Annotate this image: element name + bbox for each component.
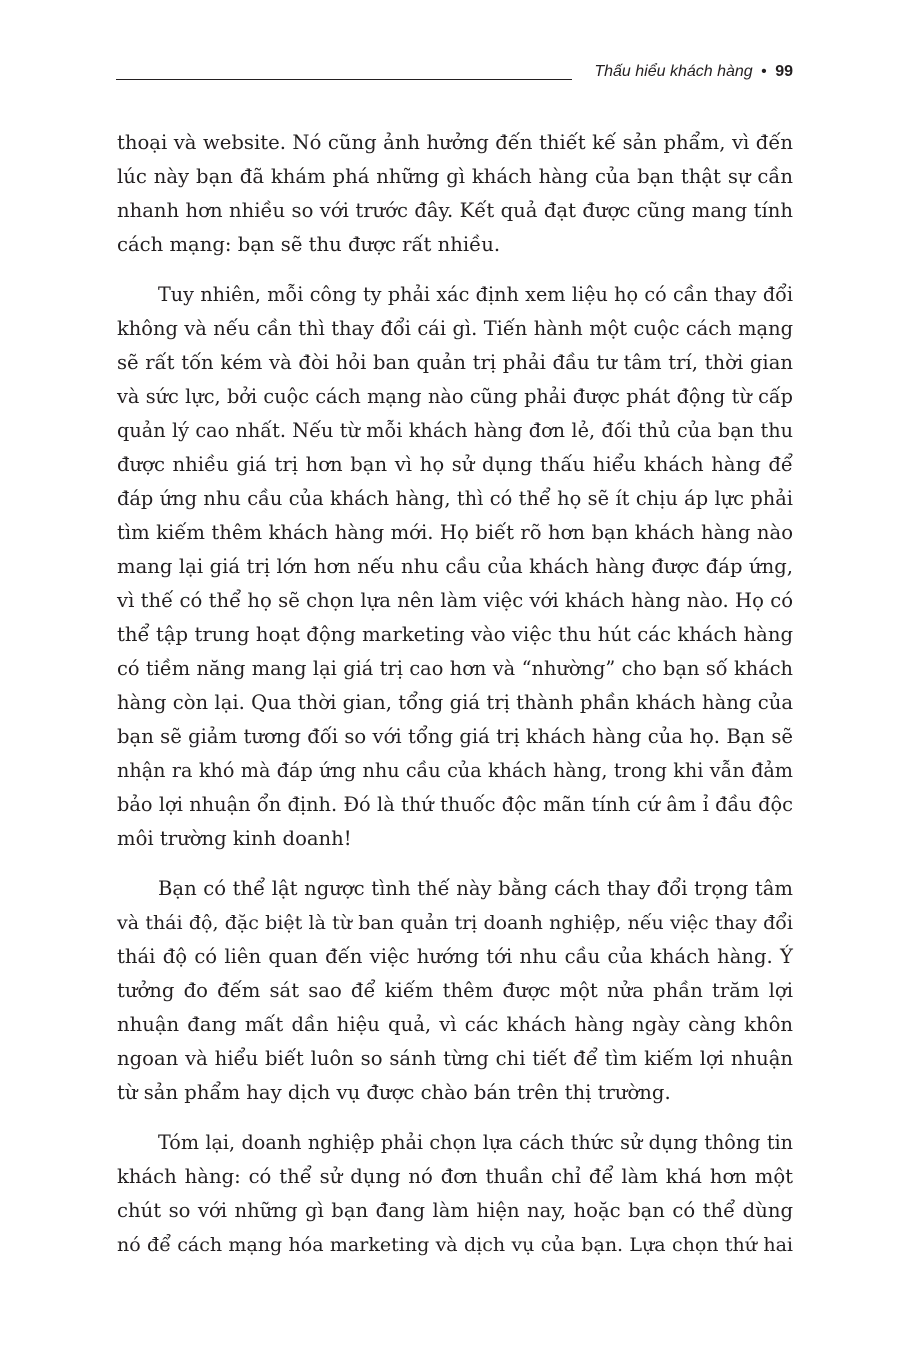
text-line: hàng còn lại. Qua thời gian, tổng giá trị thành phần khách hàng của	[117, 691, 793, 714]
text-line: Tóm lại, doanh nghiệp phải chọn lựa cách thức sử dụng thông tin	[158, 1131, 793, 1154]
text-line: ngoan và hiểu biết luôn so sánh từng chi tiết để tìm kiếm lợi nhuận	[117, 1047, 793, 1070]
text-line: không và nếu cần thì thay đổi cái gì. Tiến hành một cuộc cách mạng	[117, 317, 793, 340]
header-bullet: •	[761, 63, 767, 80]
paragraph-gap	[117, 262, 793, 278]
paragraph-1	[117, 126, 793, 262]
chapter-title: Thấu hiểu khách hàng	[594, 63, 753, 80]
text-line: tìm kiếm thêm khách hàng mới. Họ biết rõ hơn bạn khách hàng nào	[117, 521, 793, 544]
text-line: nó để cách mạng hóa marketing và dịch vụ của bạn. Lựa chọn thứ hai	[117, 1234, 793, 1256]
text-line: được nhiều giá trị hơn bạn vì họ sử dụng thấu hiểu khách hàng để	[117, 453, 793, 476]
text-line: môi trường kinh doanh!	[117, 827, 352, 850]
text-line: đáp ứng nhu cầu của khách hàng, thì có thể họ sẽ ít chịu áp lực phải	[117, 487, 793, 510]
text-line: nhận ra khó mà đáp ứng nhu cầu của khách hàng, trong khi vẫn đảm	[117, 759, 793, 782]
text-line: vì thế có thể họ sẽ chọn lựa nên làm việc với khách hàng nào. Họ có	[117, 589, 793, 612]
text-line: quản lý cao nhất. Nếu từ mỗi khách hàng đơn lẻ, đối thủ của bạn thu	[117, 419, 793, 442]
paragraph-gap	[117, 856, 793, 872]
text-line: bạn sẽ giảm tương đối so với tổng giá trị khách hàng của họ. Bạn sẽ	[117, 725, 793, 748]
paragraph-gap	[117, 1110, 793, 1126]
text-line: và sức lực, bởi cuộc cách mạng nào cũng phải được phát động từ cấp	[117, 385, 793, 408]
paragraph-2	[117, 278, 793, 856]
paragraph-3	[117, 872, 793, 1110]
text-line: khách hàng: có thể sử dụng nó đơn thuần chỉ để làm khá hơn một	[117, 1165, 793, 1188]
text-line: bảo lợi nhuận ổn định. Đó là thứ thuốc độc mãn tính cứ âm ỉ đầu độc	[117, 793, 793, 816]
paragraph-4	[117, 1126, 793, 1262]
text-line: tưởng đo đếm sát sao để kiếm thêm được một nửa phần trăm lợi	[117, 979, 793, 1002]
header-rule	[116, 79, 572, 80]
text-line: nhuận đang mất dần hiệu quả, vì các khách hàng ngày càng khôn	[117, 1013, 793, 1036]
text-line: lúc này bạn đã khám phá những gì khách hàng của bạn thật sự cần	[117, 165, 793, 188]
text-line: nhanh hơn nhiều so với trước đây. Kết quả đạt được cũng mang tính	[117, 199, 793, 222]
text-line: Bạn có thể lật ngược tình thế này bằng cách thay đổi trọng tâm	[158, 877, 793, 900]
text-line: từ sản phẩm hay dịch vụ được chào bán trên thị trường.	[117, 1081, 671, 1104]
text-line: thể tập trung hoạt động marketing vào việc thu hút các khách hàng	[117, 623, 793, 646]
text-line: và thái độ, đặc biệt là từ ban quản trị doanh nghiệp, nếu việc thay đổi	[117, 912, 793, 934]
body-text	[117, 126, 793, 1262]
text-line: có tiềm năng mang lại giá trị cao hơn và “nhường” cho bạn số khách	[117, 657, 793, 680]
text-line: Tuy nhiên, mỗi công ty phải xác định xem liệu họ có cần thay đổi	[158, 283, 793, 306]
running-header	[116, 60, 793, 90]
text-line: cách mạng: bạn sẽ thu được rất nhiều.	[117, 233, 501, 256]
text-line: thái độ có liên quan đến việc hướng tới nhu cầu của khách hàng. Ý	[117, 945, 793, 968]
text-line: thoại và website. Nó cũng ảnh hưởng đến thiết kế sản phẩm, vì đến	[117, 131, 793, 154]
header-text	[594, 63, 793, 81]
page-number: 99	[775, 63, 793, 80]
text-line: sẽ rất tốn kém và đòi hỏi ban quản trị phải đầu tư tâm trí, thời gian	[117, 351, 793, 374]
text-line: chút so với những gì bạn đang làm hiện nay, hoặc bạn có thể dùng	[117, 1199, 793, 1222]
text-line: mang lại giá trị lớn hơn nếu nhu cầu của khách hàng được đáp ứng,	[117, 555, 793, 578]
